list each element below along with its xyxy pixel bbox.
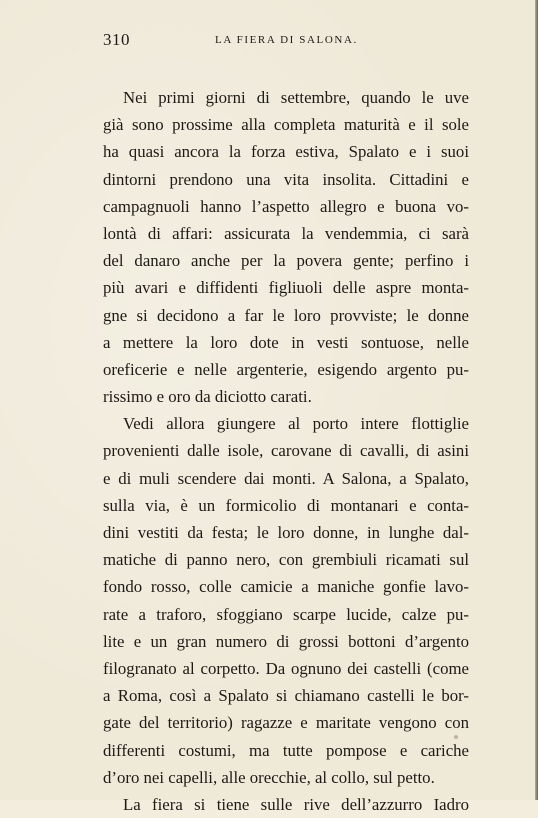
text-line: a mettere la loro dote in vesti sontuose, nelle xyxy=(103,332,469,352)
text-line: più avari e diffidenti figliuoli delle aspre monta- xyxy=(103,278,469,298)
text-line: matiche di panno nero, con grembiuli ricamati sul xyxy=(103,550,469,570)
text-line: rissimo e oro da diciotto carati. xyxy=(103,387,312,407)
text-line: dini vestiti da festa; le loro donne, in lunghe dal- xyxy=(103,523,469,542)
page-header xyxy=(103,30,463,50)
paper-mark xyxy=(454,735,458,739)
text-line: gate del territorio) ragazze e maritate vengono con xyxy=(103,713,469,733)
text-line: Nei primi giorni di settembre, quando le uve xyxy=(123,88,469,107)
text-line: ha quasi ancora la forza estiva, Spalato e i suoi xyxy=(103,142,469,162)
text-line: campagnuoli hanno l’aspetto allegro e buona vo- xyxy=(103,196,469,216)
text-line: gne si decidono a far le loro provviste; le donne xyxy=(103,305,469,325)
running-head: LA FIERA DI SALONA. xyxy=(215,34,358,46)
text-line: differenti costumi, ma tutte pompose e cariche xyxy=(103,740,469,760)
text-line: filogranato al corpetto. Da ognuno dei castelli (come xyxy=(103,658,469,678)
text-line: d’oro nei capelli, alle orecchie, al collo, sul petto. xyxy=(103,767,435,787)
text-line: Vedi allora giungere al porto intere flottiglie xyxy=(123,414,469,434)
text-line: sulla via, è un formicolio di montanari e conta- xyxy=(103,495,469,515)
text-line: già sono prossime alla completa maturità e il sole xyxy=(103,115,469,135)
text-line: del danaro anche per la povera gente; perfino i xyxy=(103,251,469,271)
text-line: e di muli scendere dai monti. A Salona, a Spalato, xyxy=(103,468,469,488)
text-line: dintorni prendono una vita insolita. Cittadini e xyxy=(103,169,469,189)
body-text xyxy=(103,84,469,818)
text-line: rate a traforo, sfoggiano scarpe lucide, calze pu- xyxy=(103,604,469,624)
text-line: oreficerie e nelle argenterie, esigendo argento pu- xyxy=(103,359,469,379)
text-line: La fiera si tiene sulle rive dell’azzurro Iadro xyxy=(123,794,469,814)
page-number: 310 xyxy=(103,30,130,49)
text-line: a Roma, così a Spalato si chiamano castelli le bor- xyxy=(103,686,469,706)
text-line: lite e un gran numero di grossi bottoni d’argento xyxy=(103,631,469,651)
text-line: fondo rosso, colle camicie a maniche gonfie lavo- xyxy=(103,577,469,597)
text-line: lontà di affari: assicurata la vendemmia, ci sarà xyxy=(103,223,469,243)
text-line: provenienti dalle isole, carovane di cavalli, di asini xyxy=(103,441,469,461)
